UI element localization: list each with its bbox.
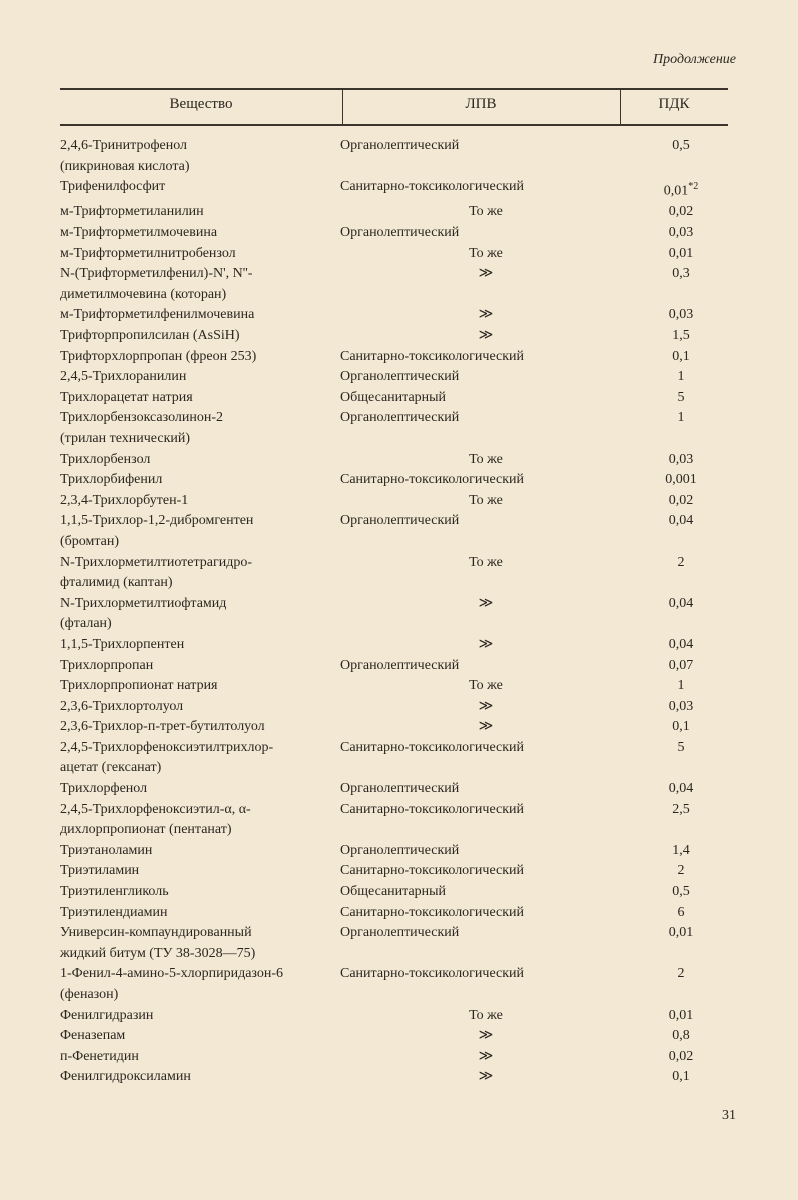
table-row — [60, 326, 730, 347]
substance-cell — [60, 491, 340, 512]
substance-line: Фенилгидразин — [60, 1007, 154, 1023]
substance-line: п-Фенетидин — [60, 1048, 139, 1064]
substance-cell — [60, 1006, 340, 1027]
substance-line: Трифторхлорпропан (фреон 253) — [60, 348, 257, 364]
table-row — [60, 882, 730, 903]
pdk-cell: 2 — [677, 966, 685, 982]
substance-line: N-Трихлорметилтиофтамид — [60, 595, 227, 611]
table-row — [60, 136, 730, 177]
substance-cell — [60, 594, 340, 635]
substance-cell — [60, 779, 340, 800]
table-row — [60, 903, 730, 924]
lpv-cell: Органолептический — [340, 842, 460, 858]
substance-cell — [60, 1067, 340, 1088]
pdk-cell: 0,03 — [668, 225, 694, 241]
pdk-cell: 0,02 — [668, 1048, 694, 1064]
substance-line: Триэтиленгликоль — [60, 884, 169, 900]
table-row — [60, 1006, 730, 1027]
substance-cell — [60, 1026, 340, 1047]
pdk-cell: 0,1 — [672, 1069, 690, 1085]
table-row — [60, 491, 730, 512]
table-row — [60, 861, 730, 882]
substance-cell — [60, 305, 340, 326]
pdk-cell: 1 — [677, 678, 685, 694]
substance-line: (пикриновая кислота) — [60, 158, 190, 174]
lpv-cell: То же — [469, 204, 503, 220]
pdk-cell: 0,07 — [668, 657, 694, 673]
substance-cell — [60, 347, 340, 368]
substance-cell — [60, 1047, 340, 1068]
substance-line: м-Трифторметилнитробензол — [60, 245, 236, 261]
substance-line: (трилан технический) — [60, 430, 191, 446]
table-row — [60, 656, 730, 677]
substance-cell — [60, 177, 340, 198]
table-row — [60, 553, 730, 594]
substance-line: фталимид (каптан) — [60, 575, 173, 591]
table-row — [60, 367, 730, 388]
substance-cell — [60, 223, 340, 244]
pdk-cell: 0,001 — [665, 472, 697, 488]
lpv-cell: То же — [469, 1007, 503, 1023]
table-row — [60, 1026, 730, 1047]
substance-cell — [60, 800, 340, 841]
pdk-cell: 0,04 — [668, 595, 694, 611]
substance-line: 2,3,6-Трихлор-п-трет-бутилтолуол — [60, 719, 265, 735]
lpv-cell: ≫ — [478, 266, 494, 282]
lpv-cell: То же — [469, 451, 503, 467]
substance-cell — [60, 697, 340, 718]
substance-cell — [60, 367, 340, 388]
table-row — [60, 223, 730, 244]
pdk-cell: 0,01$^{*2}$ — [663, 181, 699, 199]
lpv-cell: ≫ — [478, 1069, 494, 1085]
lpv-cell: ≫ — [478, 307, 494, 323]
pdk-cell: 0,5 — [672, 884, 690, 900]
pdk-cell: 0,04 — [668, 636, 694, 652]
lpv-cell: ≫ — [478, 636, 494, 652]
pdk-cell: 0,02 — [668, 492, 694, 508]
table-row — [60, 841, 730, 862]
table-row — [60, 347, 730, 368]
lpv-cell: Органолептический — [340, 225, 460, 241]
table-row — [60, 511, 730, 552]
substance-cell — [60, 244, 340, 265]
substance-line: N-(Трифторметилфенил)-N', N''- — [60, 266, 253, 282]
pdk-cell: 0,03 — [668, 698, 694, 714]
substance-line: (фталан) — [60, 616, 112, 632]
lpv-cell: Санитарно-токсикологический — [340, 472, 525, 488]
substance-line: 1,1,5-Трихлорпентен — [60, 636, 185, 652]
table-row — [60, 717, 730, 738]
substance-cell — [60, 450, 340, 471]
substance-line: Трихлорбензоксазолинон-2 — [60, 410, 224, 426]
pdk-cell: 0,04 — [668, 513, 694, 529]
table-row — [60, 1067, 730, 1088]
substance-line: 1,1,5-Трихлор-1,2-дибромгентен — [60, 513, 254, 529]
header-lpv: ЛПВ — [465, 96, 497, 112]
substance-cell — [60, 388, 340, 409]
table-row — [60, 800, 730, 841]
continued-label: Продолжение — [653, 52, 736, 67]
substance-line: Трихлорбифенил — [60, 472, 163, 488]
table-row — [60, 676, 730, 697]
substance-line: диметилмочевина (которан) — [60, 286, 227, 302]
lpv-cell: Органолептический — [340, 410, 460, 426]
substance-line: Трифенилфосфит — [60, 179, 166, 195]
substance-line: 2,3,6-Трихлортолуол — [60, 698, 184, 714]
substance-line: Триэтаноламин — [60, 842, 153, 858]
pdk-footnote-mark: *2 — [688, 181, 699, 193]
substance-line: (бромтан) — [60, 533, 120, 549]
substance-cell — [60, 964, 340, 1005]
lpv-cell: Общесанитарный — [340, 389, 447, 405]
substance-line: 1-Фенил-4-амино-5-хлорпиридазон-6 — [60, 966, 284, 982]
substance-cell — [60, 676, 340, 697]
lpv-cell: Органолептический — [340, 369, 460, 385]
lpv-cell: То же — [469, 554, 503, 570]
table-row — [60, 594, 730, 635]
substance-line: Трихлорацетат натрия — [60, 389, 193, 405]
lpv-cell: Органолептический — [340, 513, 460, 529]
substance-line: м-Трифторметилфенилмочевина — [60, 307, 255, 323]
substance-cell — [60, 882, 340, 903]
pdk-cell: 0,5 — [672, 138, 690, 153]
lpv-cell: ≫ — [478, 595, 494, 611]
substance-cell — [60, 264, 340, 305]
substance-line: 2,4,5-Трихлоранилин — [60, 369, 187, 385]
lpv-cell: Органолептический — [340, 925, 460, 941]
lpv-cell: ≫ — [478, 1048, 494, 1064]
lpv-cell: ≫ — [478, 698, 494, 714]
substance-line: Фенилгидроксиламин — [60, 1069, 191, 1085]
table-body — [60, 136, 730, 1088]
pdk-cell: 5 — [677, 739, 685, 755]
substance-line: м-Трифторметилмочевина — [60, 225, 218, 241]
table-row — [60, 450, 730, 471]
lpv-cell: То же — [469, 678, 503, 694]
pdk-cell: 2 — [677, 554, 685, 570]
pdk-cell: 1,5 — [672, 328, 690, 343]
substance-line: Трихлорфенол — [60, 781, 148, 797]
pdk-cell: 1 — [677, 410, 685, 426]
table-header-rule — [60, 124, 728, 126]
pdk-cell: 0,8 — [672, 1028, 690, 1044]
pdk-cell: 0,01 — [668, 1007, 694, 1023]
substance-line: Трифторпропилсилан (AsSiH) — [60, 328, 240, 343]
table-row — [60, 923, 730, 964]
lpv-cell: Органолептический — [340, 781, 460, 797]
substance-cell — [60, 656, 340, 677]
substance-cell — [60, 841, 340, 862]
pdk-cell: 2 — [677, 863, 685, 879]
substance-line: Феназепам — [60, 1028, 126, 1044]
substance-line: 2,3,4-Трихлорбутен-1 — [60, 492, 189, 508]
substance-cell — [60, 511, 340, 552]
lpv-cell: Санитарно-токсикологический — [340, 179, 525, 195]
pdk-cell: 1,4 — [672, 842, 690, 858]
lpv-cell: Органолептический — [340, 138, 460, 153]
substance-cell — [60, 553, 340, 594]
substance-line: 2,4,6-Тринитрофенол — [60, 138, 188, 153]
table-row — [60, 408, 730, 449]
table-row — [60, 305, 730, 326]
table-row — [60, 264, 730, 305]
lpv-cell: Санитарно-токсикологический — [340, 863, 525, 879]
table-row — [60, 964, 730, 1005]
pdk-cell: 2,5 — [672, 801, 690, 817]
substance-line: Триэтиламин — [60, 863, 140, 879]
table-row — [60, 244, 730, 265]
substance-line: жидкий битум (ТУ 38-3028—75) — [60, 945, 256, 961]
lpv-cell: Санитарно-токсикологический — [340, 739, 525, 755]
substance-line: ацетат (гексанат) — [60, 760, 162, 776]
table-row — [60, 177, 730, 202]
substance-line: 2,4,5-Трихлорфеноксиэтил-α, α- — [60, 801, 251, 817]
lpv-cell: То же — [469, 245, 503, 261]
pdk-cell: 6 — [677, 904, 685, 920]
table-row — [60, 635, 730, 656]
pdk-cell: 0,03 — [668, 451, 694, 467]
pdk-cell: 0,1 — [672, 348, 690, 364]
pdk-cell: 0,03 — [668, 307, 694, 323]
substance-line: Трихлорпропан — [60, 657, 154, 673]
lpv-cell: ≫ — [478, 328, 494, 343]
table-row — [60, 697, 730, 718]
substance-cell — [60, 923, 340, 964]
lpv-cell: Санитарно-токсикологический — [340, 904, 525, 920]
table-row — [60, 470, 730, 491]
substance-line: м-Трифторметиланилин — [60, 204, 204, 220]
pdk-cell: 0,01 — [668, 245, 694, 261]
substance-line: 2,4,5-Трихлорфеноксиэтилтрихлор- — [60, 739, 274, 755]
substance-line: Трихлорбензол — [60, 451, 151, 467]
pdk-cell: 5 — [677, 389, 685, 405]
lpv-cell: Общесанитарный — [340, 884, 447, 900]
lpv-cell: ≫ — [478, 719, 494, 735]
substance-line: N-Трихлорметилтиотетрагидро- — [60, 554, 253, 570]
page-number: 31 — [722, 1108, 736, 1123]
pdk-cell: 1 — [677, 369, 685, 385]
substance-cell — [60, 903, 340, 924]
lpv-cell: Санитарно-токсикологический — [340, 348, 525, 364]
pdk-cell: 0,3 — [672, 266, 690, 282]
lpv-cell: То же — [469, 492, 503, 508]
pdk-cell: 0,02 — [668, 204, 694, 220]
header-pdk: ПДК — [658, 96, 690, 112]
lpv-cell: Органолептический — [340, 657, 460, 673]
table-top-rule — [60, 88, 728, 90]
substance-line: (феназон) — [60, 987, 119, 1002]
table-row — [60, 779, 730, 800]
table-row — [60, 202, 730, 223]
substance-cell — [60, 861, 340, 882]
table-row — [60, 738, 730, 779]
substance-cell — [60, 202, 340, 223]
substance-line: Универсин-компаундированный — [60, 925, 252, 941]
pdk-cell: 0,04 — [668, 781, 694, 797]
pdk-cell: 0,1 — [672, 719, 690, 735]
substance-cell — [60, 717, 340, 738]
pdk-cell: 0,01 — [668, 925, 694, 941]
table-row — [60, 1047, 730, 1068]
header-substance: Вещество — [169, 96, 233, 112]
substance-line: Трихлорпропионат натрия — [60, 678, 218, 694]
lpv-cell: Санитарно-токсикологический — [340, 801, 525, 817]
substance-cell — [60, 635, 340, 656]
substance-cell — [60, 136, 340, 177]
substance-cell — [60, 738, 340, 779]
substance-cell — [60, 326, 340, 347]
substance-cell — [60, 470, 340, 491]
substance-line: Триэтилендиамин — [60, 904, 168, 920]
table-row — [60, 388, 730, 409]
substance-line: дихлорпропионат (пентанат) — [60, 822, 232, 838]
lpv-cell: Санитарно-токсикологический — [340, 966, 525, 982]
lpv-cell: ≫ — [478, 1028, 494, 1044]
substance-cell — [60, 408, 340, 449]
